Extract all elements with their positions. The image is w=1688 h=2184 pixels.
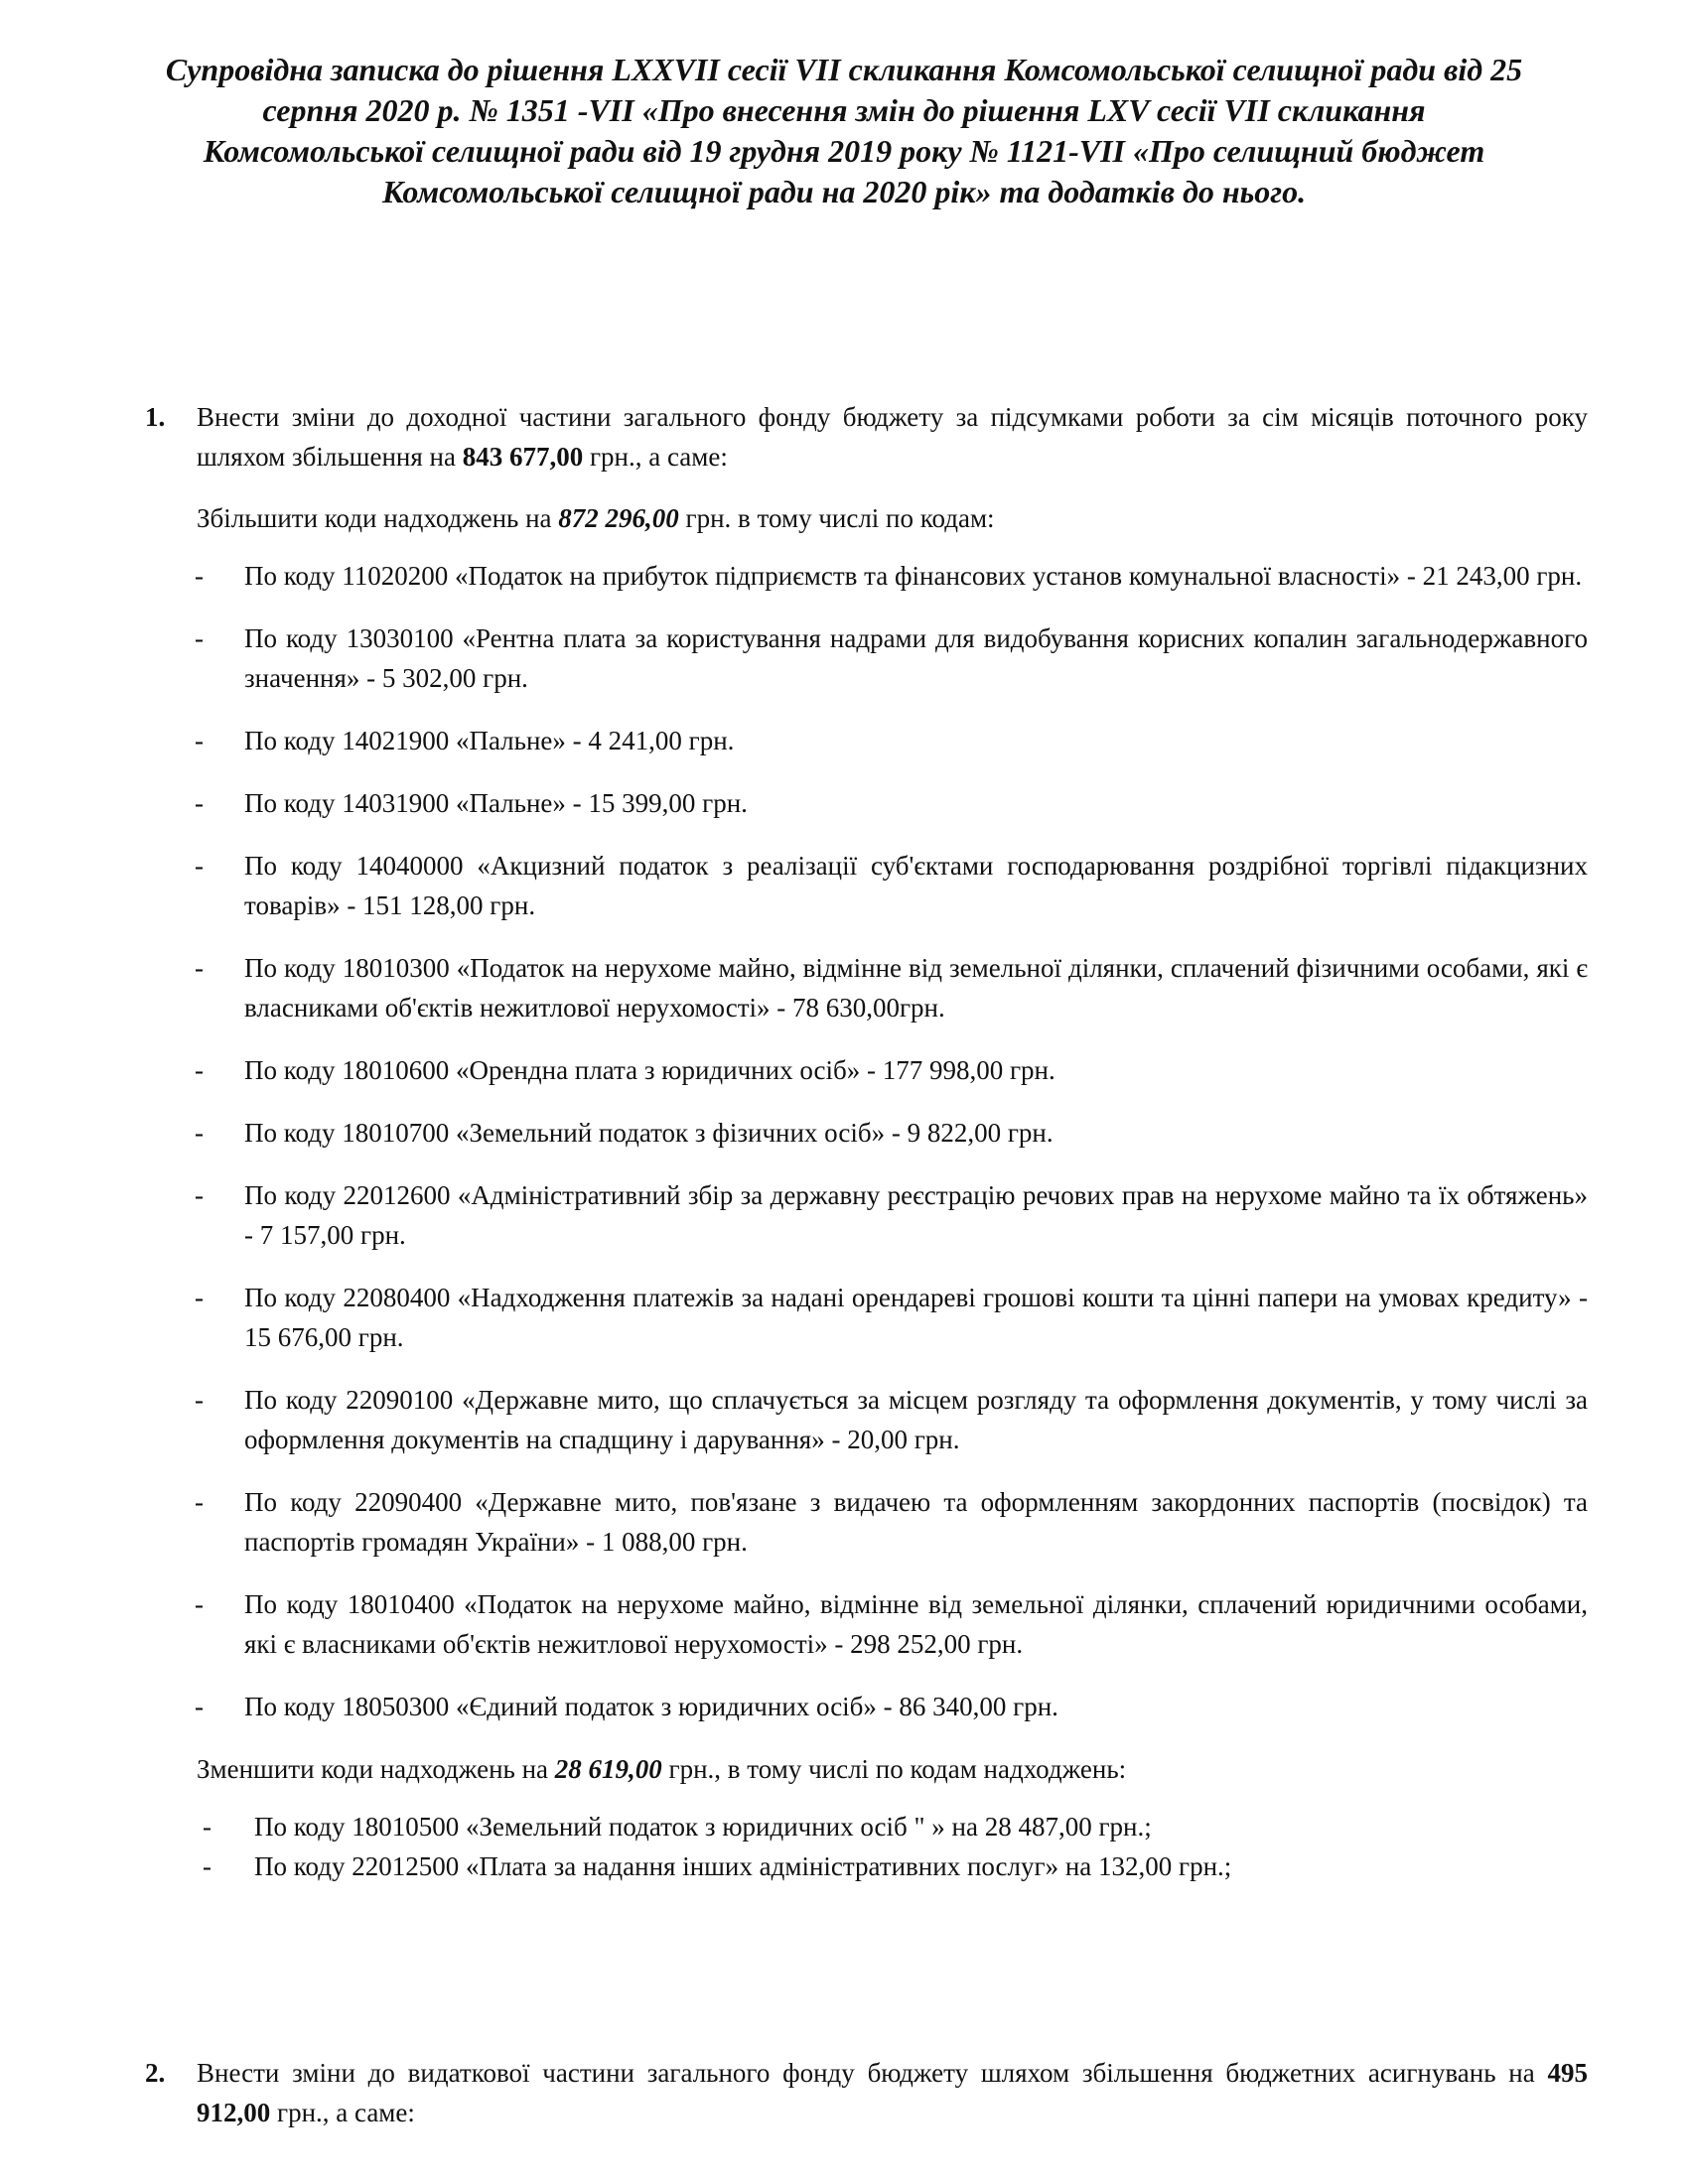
increase-amount: 872 296,00 <box>558 503 679 533</box>
section-2-amount: 495 912,00 <box>197 2058 1588 2127</box>
list-dash: - <box>203 1812 211 1842</box>
list-item-text: По коду 18010400 «Податок на нерухоме майно, відмінне від земельної ділянки, сплачений юридичними особами, які є власниками об'єктів нежитлової нерухомості» - 298 252,00 грн. <box>244 1589 1588 1659</box>
list-item-text: По коду 13030100 «Рентна плата за користування надрами для видобування корисних копалин загальнодержавного значення» - 5 302,00 грн. <box>244 623 1588 693</box>
list-dash: - <box>195 1692 204 1721</box>
list-dash: - <box>195 1118 204 1148</box>
list-item-text: По коду 18010300 «Податок на нерухоме майно, відмінне від земельної ділянки, сплачений фізичними особами, які є власниками об'єктів нежитлової нерухомості» - 78 630,00грн. <box>244 953 1588 1023</box>
list-dash: - <box>195 953 204 983</box>
list-item <box>203 1846 1588 1886</box>
list-item-text: По коду 22080400 «Надходження платежів за надані орендареві грошові кошти та цінні папери на умовах кредиту» - 15 676,00 грн. <box>244 1283 1588 1352</box>
list-dash: - <box>203 1851 211 1881</box>
section-2-heading <box>145 2053 1588 2132</box>
decrease-amount: 28 619,00 <box>554 1754 662 1784</box>
list-item-text: По коду 22090100 «Державне мито, що сплачується за місцем розгляду та оформлення документів, у тому числі за оформлення документів на спадщину і дарування» - 20,00 грн. <box>244 1385 1588 1454</box>
list-dash: - <box>195 788 204 818</box>
increase-heading <box>145 498 1588 538</box>
list-item <box>195 1175 1588 1255</box>
document-title: Супровідна записка до рішення LXXVII сесії VII скликання Комсомольської селищної ради від 25 серпня 2020 р. № 1351 -VII «Про внесення змін до рішення LXV сесії VII скликання Комсомольської селищної ради від 19 грудня 2019 року № 1121-VII «Про селищний бюджет Комсомольської селищної ради на 2020 рік» та додатків до нього. <box>165 52 1523 209</box>
list-item <box>195 1278 1588 1357</box>
list-item-text: По коду 22090400 «Державне мито, пов'язане з видачею та оформленням закордонних паспортів (посвідок) та паспортів громадян України» - 1 088,00 грн. <box>244 1487 1588 1557</box>
list-dash: - <box>195 1487 204 1517</box>
list-item-text: По коду 14031900 «Пальне» - 15 399,00 грн. <box>244 788 748 818</box>
list-item <box>195 1584 1588 1664</box>
section-2-number: 2. <box>145 2058 166 2088</box>
list-item <box>195 1687 1588 1726</box>
list-item-text: По коду 18010500 «Земельний податок з юридичних осіб " » на 28 487,00 грн.; <box>254 1812 1152 1842</box>
list-dash: - <box>195 623 204 653</box>
list-item-text: По коду 18010700 «Земельний податок з фізичних осіб» - 9 822,00 грн. <box>244 1118 1054 1148</box>
list-item <box>195 846 1588 925</box>
section-2-text-before: Внести зміни до видаткової частини загального фонду бюджету шляхом збільшення бюджетних асигнувань на <box>197 2058 1548 2088</box>
list-item-text: По коду 18010600 «Орендна плата з юридичних осіб» - 177 998,00 грн. <box>244 1055 1055 1085</box>
decrease-text-after: грн., в тому числі по кодам надходжень: <box>661 1754 1127 1784</box>
decrease-text-before: Зменшити коди надходжень на <box>197 1754 555 1784</box>
list-item-text: По коду 14040000 «Акцизний податок з реалізації суб'єктами господарювання роздрібної торгівлі підакцизних товарів» - 151 128,00 грн. <box>244 851 1588 920</box>
decrease-list <box>145 1807 1588 1886</box>
list-item <box>195 618 1588 698</box>
list-item-text: По коду 11020200 «Податок на прибуток підприємств та фінансових установ комунальної власності» - 21 243,00 грн. <box>244 561 1583 591</box>
list-dash: - <box>195 1180 204 1210</box>
increase-list <box>145 556 1588 1726</box>
list-item <box>195 1380 1588 1459</box>
list-item <box>195 721 1588 760</box>
list-item <box>195 1113 1588 1153</box>
list-item <box>195 783 1588 823</box>
increase-text-after: грн. в тому числі по кодам: <box>678 503 995 533</box>
section-1 <box>145 397 1588 1886</box>
section-1-heading <box>145 397 1588 477</box>
list-item-text: По коду 22012600 «Адміністративний збір за державну реєстрацію речових прав на нерухоме майно та їх обтяжень» - 7 157,00 грн. <box>244 1180 1588 1250</box>
increase-text-before: Збільшити коди надходжень на <box>197 503 559 533</box>
list-dash: - <box>195 851 204 881</box>
section-1-text-before: Внести зміни до доходної частини загального фонду бюджету за підсумками роботи за сім місяців поточного року шляхом збільшення на <box>197 402 1588 472</box>
list-item <box>195 1482 1588 1562</box>
section-1-amount: 843 677,00 <box>462 442 584 472</box>
section-1-number: 1. <box>145 402 166 432</box>
section-2-text-after: грн., а саме: <box>270 2098 415 2127</box>
list-dash: - <box>195 1589 204 1619</box>
list-item-text: По коду 18050300 «Єдиний податок з юридичних осіб» - 86 340,00 грн. <box>244 1692 1058 1721</box>
list-dash: - <box>195 561 204 591</box>
list-item <box>195 948 1588 1027</box>
list-dash: - <box>195 726 204 755</box>
decrease-heading <box>145 1749 1588 1789</box>
list-dash: - <box>195 1283 204 1312</box>
list-dash: - <box>195 1055 204 1085</box>
list-item-text: По коду 14021900 «Пальне» - 4 241,00 грн. <box>244 726 735 755</box>
list-item <box>203 1807 1588 1846</box>
section-2 <box>145 2053 1588 2132</box>
list-item <box>195 556 1588 596</box>
list-item <box>195 1050 1588 1090</box>
list-dash: - <box>195 1385 204 1415</box>
section-1-text-after: грн., а саме: <box>583 442 728 472</box>
list-item-text: По коду 22012500 «Плата за надання інших адміністративних послуг» на 132,00 грн.; <box>254 1851 1232 1881</box>
